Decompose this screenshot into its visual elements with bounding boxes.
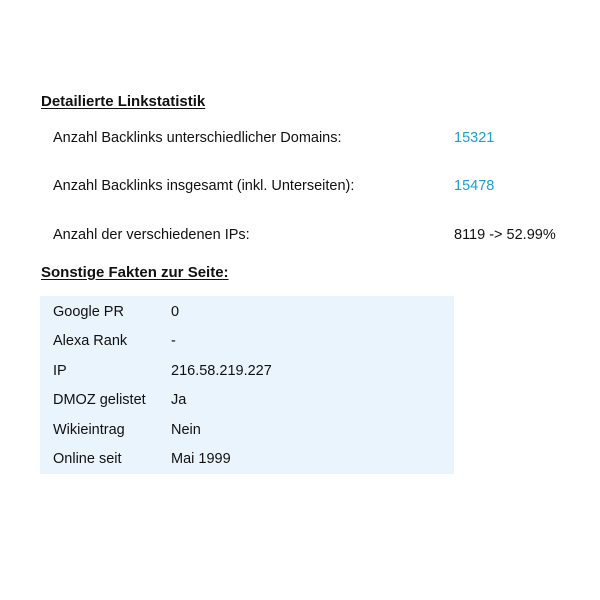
- fact-label: Online seit: [53, 451, 122, 467]
- facts-heading: Sonstige Fakten zur Seite:: [41, 264, 229, 281]
- fact-label: IP: [53, 363, 67, 379]
- fact-row-wikieintrag: [53, 422, 443, 442]
- facts-table: [40, 296, 454, 474]
- fact-label: Wikieintrag: [53, 422, 125, 438]
- backlinks-domains-link[interactable]: 15321: [454, 130, 495, 146]
- backlinks-total-row: [53, 178, 593, 198]
- ip-count-value: 8119 -> 52.99%: [454, 227, 556, 243]
- fact-value: Nein: [171, 422, 201, 438]
- backlinks-total-label: Anzahl Backlinks insgesamt (inkl. Unterseiten):: [53, 178, 355, 194]
- fact-row-dmoz: [53, 392, 443, 412]
- ip-count-row: [53, 227, 593, 247]
- backlinks-domains-row: [53, 130, 593, 150]
- fact-row-alexa-rank: [53, 333, 443, 353]
- backlinks-domains-label: Anzahl Backlinks unterschiedlicher Domains:: [53, 130, 342, 146]
- fact-value: Mai 1999: [171, 451, 231, 467]
- fact-row-ip: [53, 363, 443, 383]
- backlinks-total-link[interactable]: 15478: [454, 178, 495, 194]
- fact-label: Google PR: [53, 304, 124, 320]
- fact-row-online-seit: [53, 451, 443, 471]
- ip-count-label: Anzahl der verschiedenen IPs:: [53, 227, 250, 243]
- fact-value: 0: [171, 304, 180, 320]
- fact-row-google-pr: [53, 304, 443, 324]
- fact-label: DMOZ gelistet: [53, 392, 146, 408]
- link-stats-heading: Detailierte Linkstatistik: [41, 93, 206, 110]
- fact-value: -: [171, 333, 176, 349]
- fact-label: Alexa Rank: [53, 333, 128, 349]
- fact-value: 216.58.219.227: [171, 363, 272, 379]
- fact-value: Ja: [171, 392, 187, 408]
